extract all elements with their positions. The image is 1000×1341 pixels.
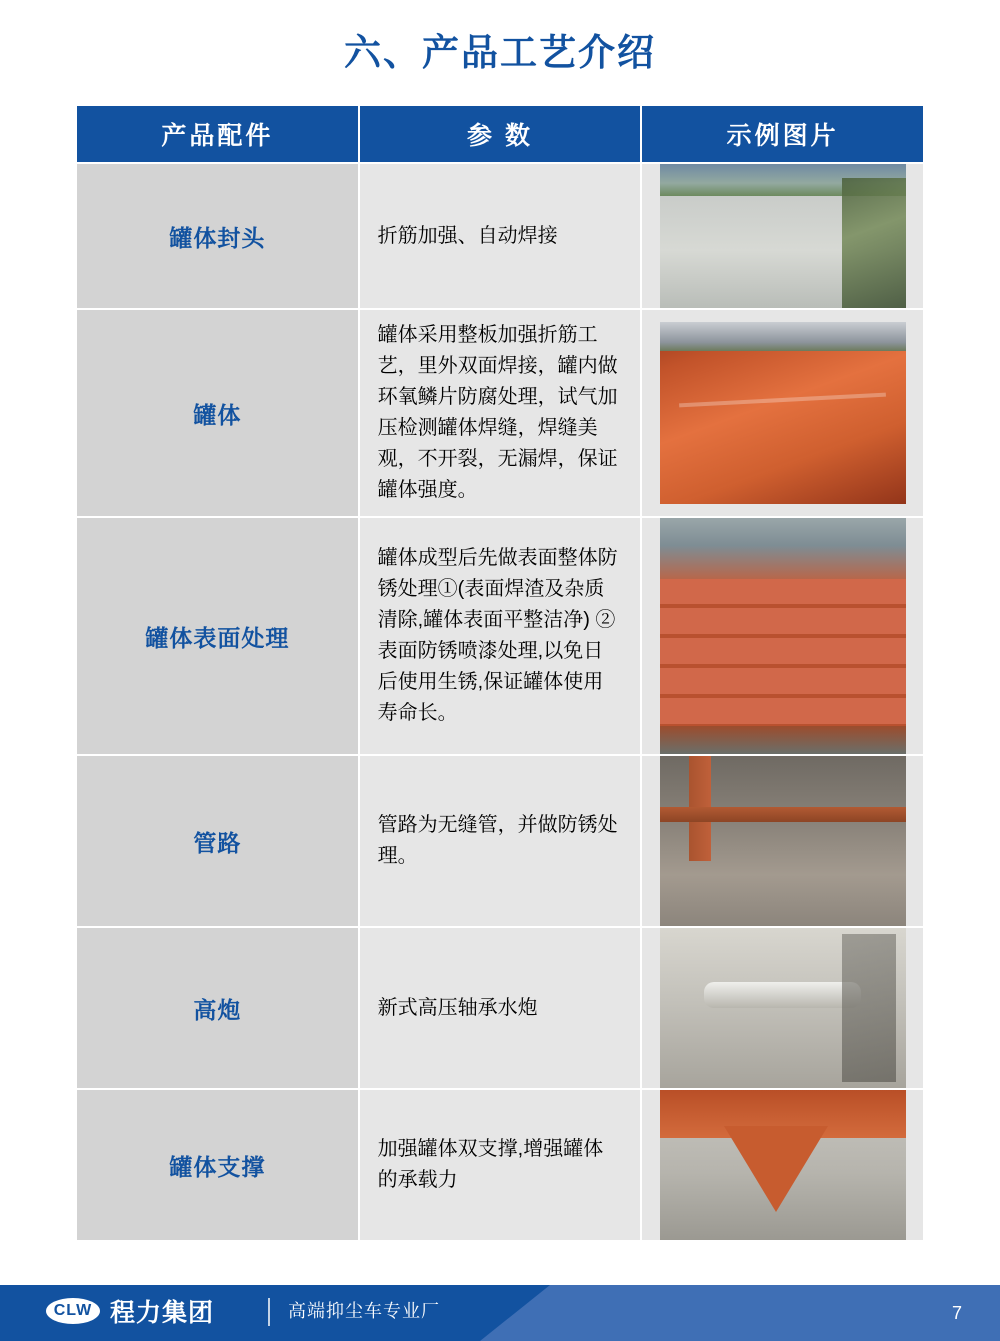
cell-param: 新式高压轴承水炮 — [359, 927, 642, 1089]
table-header-row — [76, 105, 924, 163]
cell-param: 罐体采用整板加强折筋工艺，里外双面焊接，罐内做环氧鳞片防腐处理，试气加压检测罐体焊缝，焊缝美观，不开裂，无漏焊，保证罐体强度。 — [359, 309, 642, 517]
header-param: 参 数 — [359, 105, 642, 163]
clw-logo-icon: CLW — [46, 1298, 100, 1324]
footer-divider — [268, 1298, 270, 1326]
company-name: 程力集团 — [110, 1299, 215, 1327]
cell-part: 罐体 — [76, 309, 359, 517]
cell-part: 罐体支撑 — [76, 1089, 359, 1241]
footer-slogan: 高端抑尘车专业厂 — [288, 1301, 440, 1321]
tank-head-photo — [660, 164, 906, 308]
cell-image — [641, 1089, 924, 1241]
cell-param: 管路为无缝管，并做防锈处理。 — [359, 755, 642, 927]
cell-part: 罐体封头 — [76, 163, 359, 309]
cell-param: 折筋加强、自动焊接 — [359, 163, 642, 309]
page-number: 7 — [951, 1303, 962, 1323]
cell-param: 加强罐体双支撑,增强罐体的承载力 — [359, 1089, 642, 1241]
tank-support-photo — [660, 1090, 906, 1240]
page-title: 六、产品工艺介绍 — [344, 32, 656, 73]
cell-image — [641, 927, 924, 1089]
table-row — [76, 163, 924, 309]
water-cannon-photo — [660, 928, 906, 1088]
table-row — [76, 1089, 924, 1241]
cell-part: 高炮 — [76, 927, 359, 1089]
table-row — [76, 517, 924, 755]
cell-part: 罐体表面处理 — [76, 517, 359, 755]
cell-image — [641, 309, 924, 517]
cell-part: 管路 — [76, 755, 359, 927]
product-process-table — [75, 104, 925, 1242]
tank-surface-photo — [660, 518, 906, 754]
cell-image — [641, 755, 924, 927]
footer-bar-right — [480, 1285, 1000, 1341]
header-part: 产品配件 — [76, 105, 359, 163]
table-row — [76, 927, 924, 1089]
table-row — [76, 755, 924, 927]
cell-param: 罐体成型后先做表面整体防锈处理①(表面焊渣及杂质清除,罐体表面平整洁净) ②表面防锈喷漆处理,以免日后使用生锈,保证罐体使用寿命长。 — [359, 517, 642, 755]
page-footer — [0, 1279, 1000, 1341]
tank-body-photo — [660, 322, 906, 504]
company-logo — [46, 1293, 214, 1329]
header-image: 示例图片 — [641, 105, 924, 163]
cell-image — [641, 163, 924, 309]
table-row — [76, 309, 924, 517]
cell-image — [641, 517, 924, 755]
pipeline-photo — [660, 756, 906, 926]
